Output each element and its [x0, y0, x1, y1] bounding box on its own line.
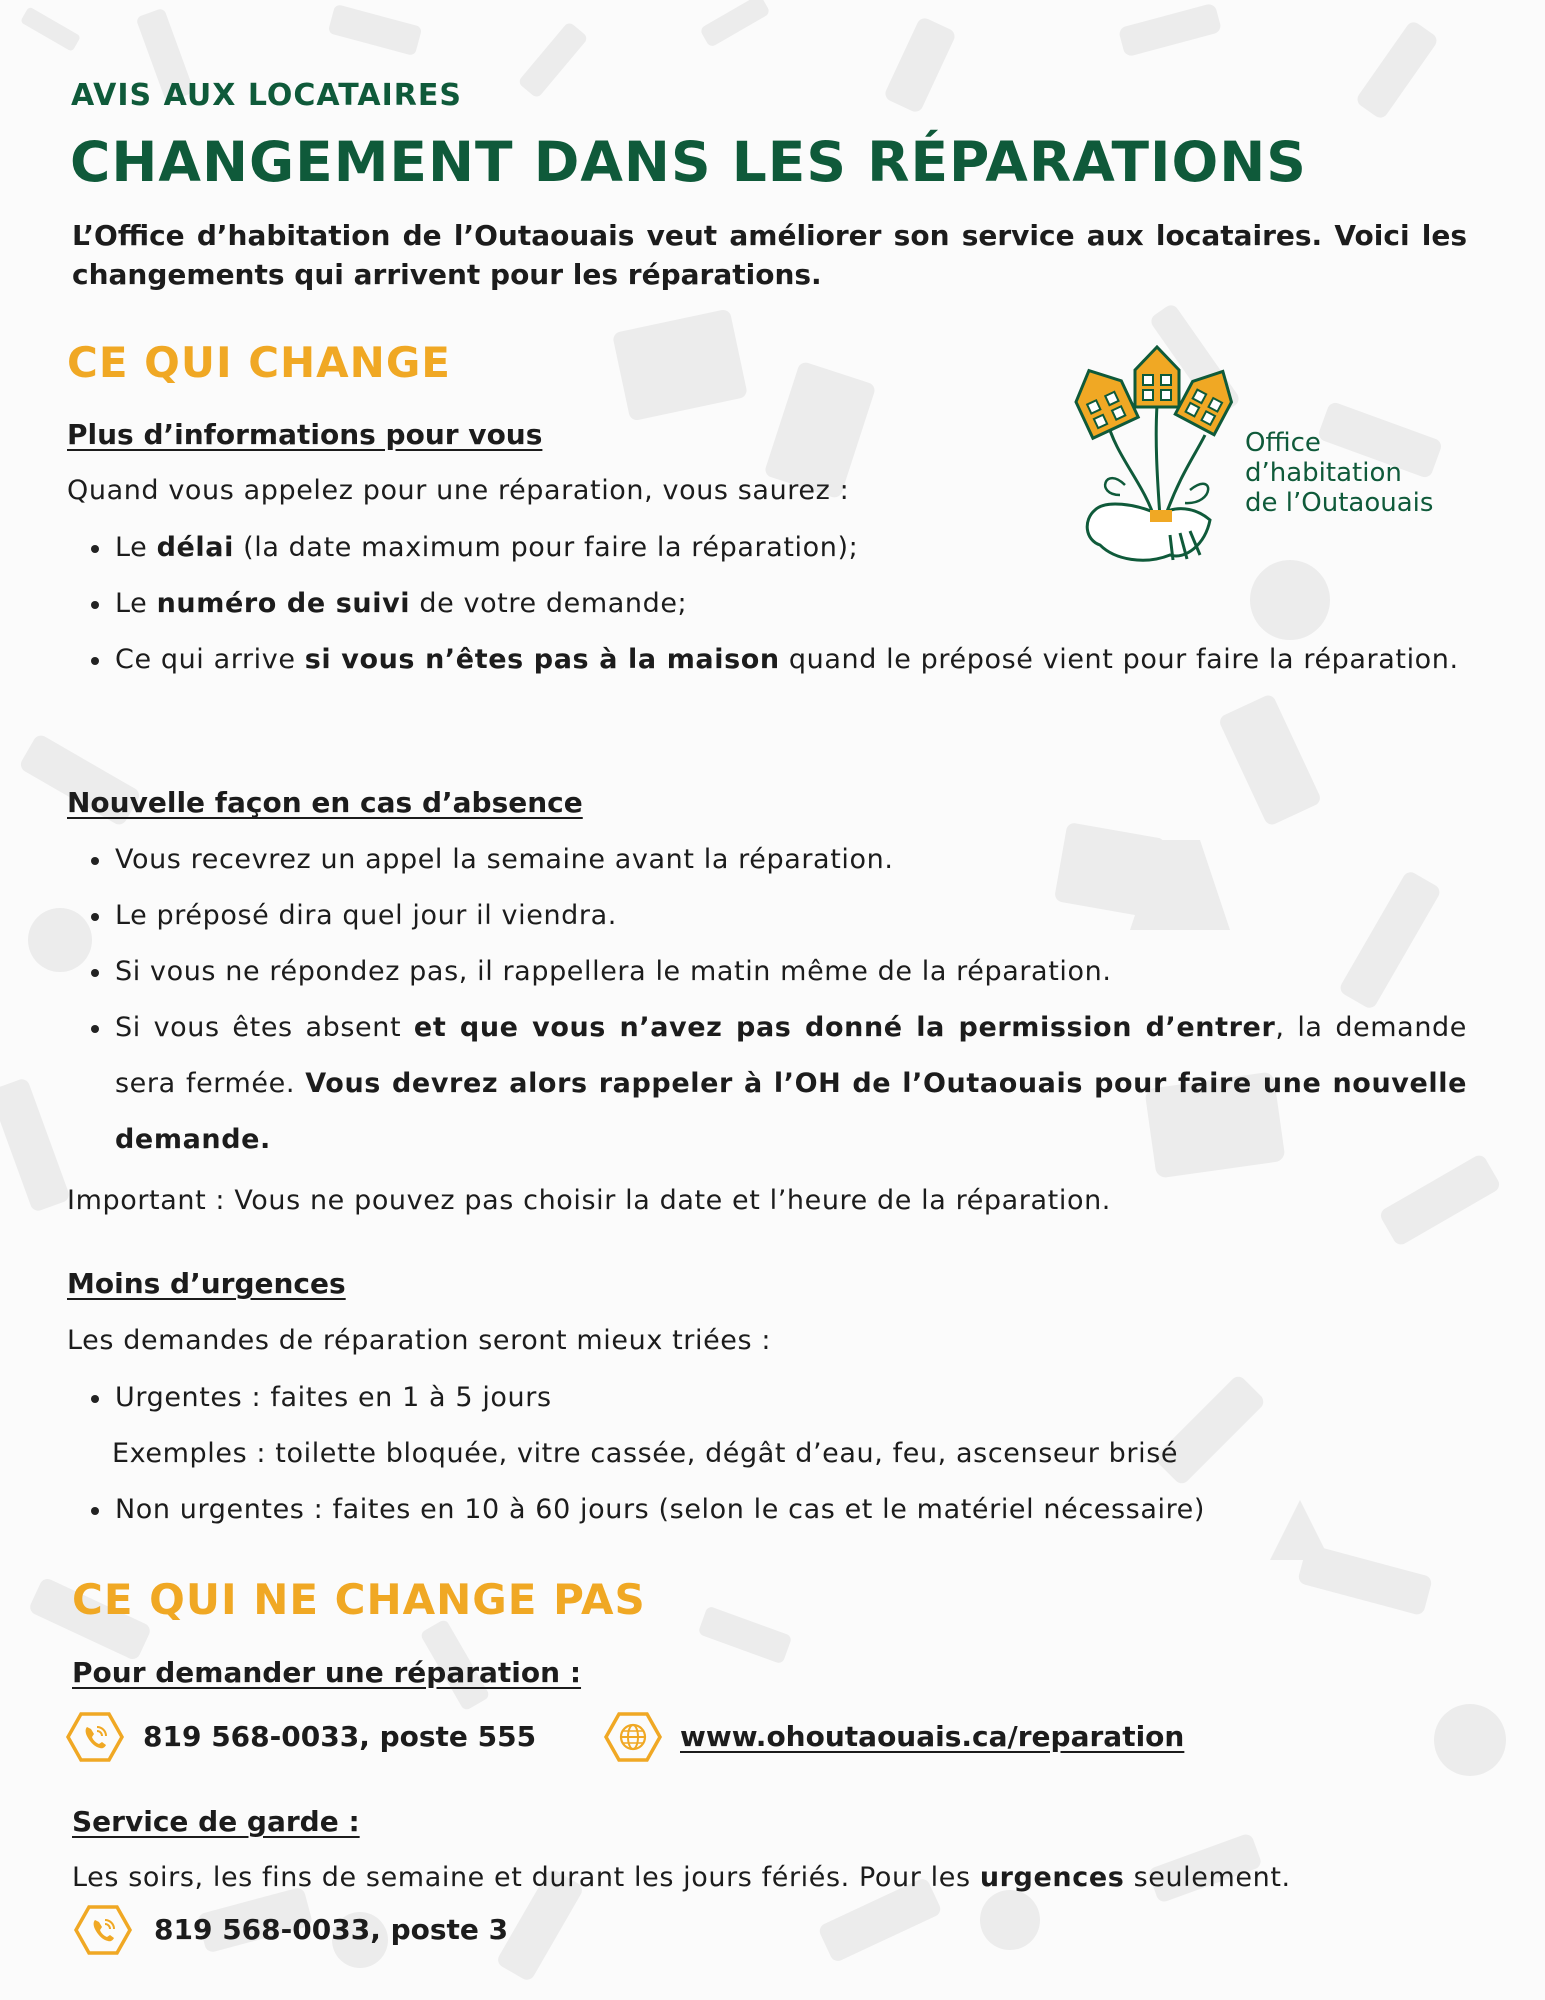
logo-text-line-3: de l’Outaouais: [1245, 488, 1434, 518]
subheading-guard-service: Service de garde :: [72, 1805, 360, 1838]
logo-text-line-2: d’habitation: [1245, 458, 1402, 488]
notice-kicker: AVIS AUX LOCATAIRES: [71, 78, 463, 113]
logo-text-line-1: Office: [1245, 428, 1321, 458]
subheading-more-info: Plus d’informations pour vous: [67, 418, 543, 451]
urgencies-list: [72, 1370, 1467, 1538]
repair-website-link[interactable]: www.ohoutaouais.ca/reparation: [680, 1720, 1185, 1753]
list-item: Non urgentes : faites en 10 à 60 jours (selon le cas et le matériel nécessaire): [72, 1482, 1467, 1538]
globe-icon: [604, 1712, 662, 1762]
examples-line: Exemples : toilette bloquée, vitre cassée, dégât d’eau, feu, ascenseur brisé: [112, 1438, 1179, 1469]
list-item: Urgentes : faites en 1 à 5 jours: [72, 1370, 1467, 1426]
more-info-lead: Quand vous appelez pour une réparation, vous saurez :: [67, 475, 850, 506]
intro-text: L’Office d’habitation de l’Outaouais veut améliorer son service aux locataires. Voici les changements qui arrivent pour les réparations.: [72, 219, 1467, 291]
urgencies-lead: Les demandes de réparation seront mieux triées :: [67, 1325, 772, 1356]
more-info-list: [72, 520, 1467, 688]
list-item: Vous recevrez un appel la semaine avant la réparation.: [72, 832, 1467, 888]
list-item: Le préposé dira quel jour il viendra.: [72, 888, 1467, 944]
list-item: Si vous ne répondez pas, il rappellera le matin même de la réparation.: [72, 944, 1467, 1000]
guard-service-text: Les soirs, les fins de semaine et durant les jours fériés. Pour les urgences seulement.: [72, 1862, 1291, 1893]
phone-icon: [66, 1712, 124, 1762]
phone-icon: [74, 1905, 132, 1955]
subheading-absence: Nouvelle façon en cas d’absence: [67, 786, 583, 819]
list-item: Si vous êtes absent et que vous n’avez pas donné la permission d’entrer, la demande sera fermée. Vous devrez alors rappeler à l’OH de l’Outaouais pour faire une nouvelle demande.: [72, 1000, 1467, 1168]
list-item: Le délai (la date maximum pour faire la réparation);: [72, 520, 1467, 576]
list-item: Le numéro de suivi de votre demande;: [72, 576, 1467, 632]
section-heading-changes: CE QUI CHANGE: [67, 338, 451, 387]
guard-phone-number: 819 568-0033, poste 3: [154, 1913, 509, 1946]
repair-phone-number: 819 568-0033, poste 555: [143, 1720, 537, 1753]
page-title: CHANGEMENT DANS LES RÉPARATIONS: [70, 130, 1307, 194]
section-heading-unchanged: CE QUI NE CHANGE PAS: [72, 1575, 646, 1624]
repair-website-link-wrapper: [680, 1720, 1184, 1753]
subheading-request-repair: Pour demander une réparation :: [72, 1656, 582, 1689]
list-item: Ce qui arrive si vous n’êtes pas à la maison quand le préposé vient pour faire la réparation.: [72, 632, 1467, 688]
absence-list: [72, 832, 1467, 1168]
important-note: Important : Vous ne pouvez pas choisir la date et l’heure de la réparation.: [67, 1185, 1111, 1216]
subheading-urgencies: Moins d’urgences: [67, 1267, 346, 1300]
